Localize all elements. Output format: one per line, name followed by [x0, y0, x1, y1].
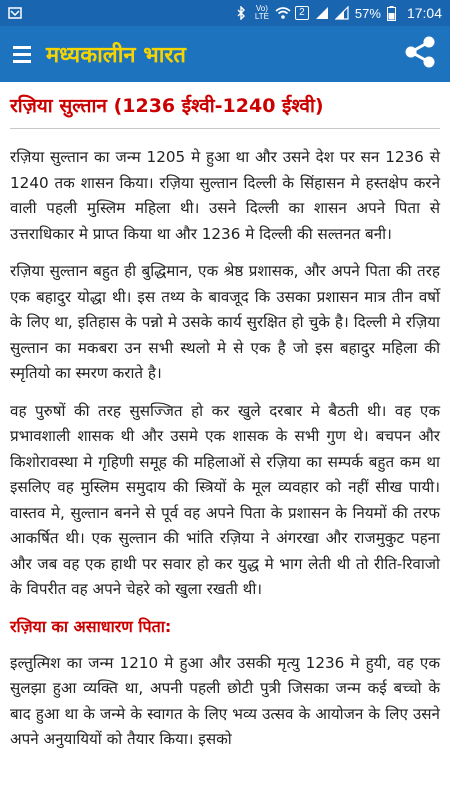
volte-indicator — [255, 5, 269, 21]
section-paragraph: इल्तुत्मिश का जन्म 1210 मे हुआ और उसकी मृत्यु 1236 मे हुयी, वह एक सुलझा हुआ व्यक्ति था, अपनी पहली छोटी पुत्री जिसका जन्म कई बच्चो के बाद हुआ था के जन्मे के स्वागत के लिए भव्य उत्सव के आयोजन के लिए उसने अपने अनुयायियों को तैयार किया। इसको — [10, 653, 440, 748]
sim-2-icon — [295, 6, 309, 20]
app-bar — [0, 26, 450, 82]
signal-icon — [315, 6, 329, 20]
status-right — [235, 5, 442, 21]
article-paragraph: रज़िया सुल्तान बहुत ही बुद्धिमान, एक श्रेष्ठ प्रशासक, और अपने पिता की तरह एक बहादुर योद्धा थी। इस तथ्य के बावजूद कि उसका प्रशासन मात्र तीन वर्षो के लिए था, इतिहास के पन्नो मे उसके कार्य सुरक्षित हो चुके है। दिल्ली मे रज़िया सुल्तान का मकबरा उन सभी स्थलो मे से एक है जो इस बहादुर महिला की स्मृतियो का स्मरण कराते है। — [10, 262, 440, 382]
volte-bottom: LTE — [254, 12, 269, 21]
article-title: रज़िया सुल्तान (1236 ईश्वी-1240 ईश्वी) — [10, 95, 324, 117]
clock: 17:04 — [406, 5, 442, 21]
section-heading: रज़िया का असाधारण पिता: — [10, 616, 172, 636]
hamburger-icon-line — [13, 46, 31, 49]
notification-app-icon — [8, 6, 22, 20]
share-icon — [402, 34, 438, 74]
signal-2-icon — [335, 6, 349, 20]
battery-percent: 57% — [354, 5, 381, 21]
article-paragraph: रज़िया सुल्तान का जन्म 1205 मे हुआ था और उसने देश पर सन 1236 से 1240 तक शासन किया। रज़िया सुल्तान दिल्ली के सिंहासन मे हस्तक्षेप करने वाली पहली मुस्लिम महिला थी। उसने दिल्ली का शासन अपने पिता से उत्तराधिकार मे प्राप्त किया था और 1236 मे दिल्ली की सल्तनत बनी। — [10, 148, 440, 243]
article-paragraph: वह पुरुषों की तरह सुसज्जित हो कर खुले दरबार मे बैठती थी। वह एक प्रभावशाली शासक थी और उसमे एक शासक के सभी गुण थे। बचपन और किशोरावस्था मे गृहिणी समूह की महिलाओं से रज़िया का सम्पर्क बहुत कम था इसलिए वह मुस्लिम समुदाय की स्त्रियों के मूल व्यवहार को नहीं सीख पायी। वास्तव मे, सुल्तान बनने से पूर्व वह अपने पिता के प्रशासन के नियमों की तरफ आकर्षित थी। एक सुल्तान की भांति रज़िया ने अंगरखा और राजमुकुट पहना और जब वह एक हाथी पर सवार हो कर युद्ध मे भाग लेती थी तो रीति-रिवाजो के विपरीत वह अपने चेहरे को खुला रखती थी। — [10, 401, 440, 598]
hamburger-icon-line — [13, 60, 31, 63]
battery-icon — [387, 6, 401, 20]
hamburger-icon-line — [13, 53, 31, 56]
share-button[interactable] — [398, 32, 442, 76]
volte-top: Vo) — [255, 4, 268, 13]
article-content — [0, 82, 450, 765]
title-divider — [10, 128, 440, 129]
app-title: मध्यकालीन भारत — [46, 43, 186, 68]
wifi-icon — [275, 6, 289, 20]
bluetooth-icon — [235, 6, 249, 20]
menu-button[interactable] — [0, 26, 44, 82]
status-left — [8, 6, 22, 20]
sim-badge: 2 — [299, 7, 305, 18]
status-bar — [0, 0, 450, 26]
